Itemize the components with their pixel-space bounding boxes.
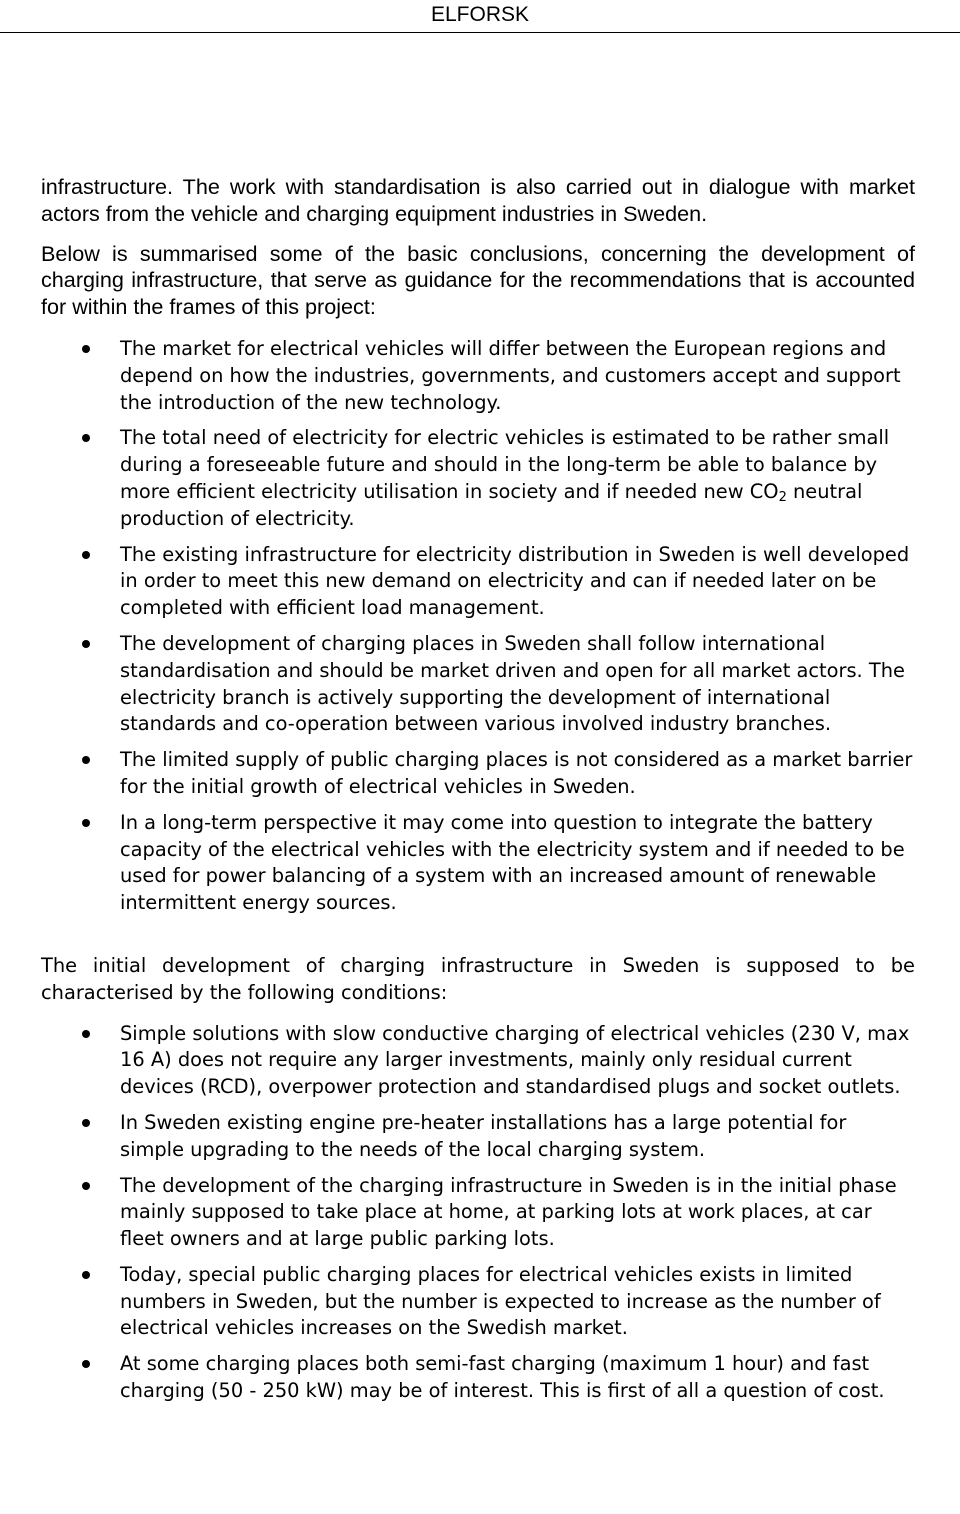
list-item [41, 1262, 915, 1342]
list-item-text: The development of charging places in Sweden shall follow international standardisation and should be market driven and open for all market actors. The electricity branch is actively supporting the development of international standards and co-operation between various involved industry branches. [120, 631, 905, 736]
bullet-icon [82, 345, 90, 353]
list-item [41, 542, 915, 622]
list-item [41, 336, 915, 416]
list-item [41, 1351, 915, 1405]
bullet-icon [82, 640, 90, 648]
bullet-icon [82, 551, 90, 559]
bullet-icon [82, 1030, 90, 1038]
list-item-text: The existing infrastructure for electricity distribution in Sweden is well developed in order to meet this new demand on electricity and can if needed later on be completed with efficient load management. [120, 542, 910, 620]
bullet-icon [82, 1271, 90, 1279]
list-item [41, 1110, 915, 1164]
list-item-text: The total need of electricity for electric vehicles is estimated to be rather small during a foreseeable future and should in the long-term be able to balance by more efficient electricity utilisation in society and if needed new $CO_2$ neutral production of electricity. [120, 426, 890, 530]
list-item [41, 747, 915, 801]
bullet-icon [82, 1360, 90, 1368]
list-item [41, 1021, 915, 1101]
list-item [41, 1173, 915, 1253]
bullet-icon [82, 1119, 90, 1127]
conditions-list [41, 1021, 915, 1405]
list-item-text: The market for electrical vehicles will differ between the European regions and depend on how the industries, governments, and customers accept and support the introduction of the new technology. [120, 336, 901, 414]
paragraph-initial-development: The initial development of charging infrastructure in Sweden is supposed to be characterised by the following conditions: [41, 953, 915, 1004]
header-title: ELFORSK [430, 3, 530, 26]
list-item-text: At some charging places both semi-fast charging (maximum 1 hour) and fast charging (50 - 250 kW) may be of interest. This is first of all a question of cost. [120, 1352, 885, 1403]
bullet-icon [82, 756, 90, 764]
document-body [41, 174, 915, 1414]
list-item [41, 631, 915, 738]
bullet-icon [82, 1182, 90, 1190]
conclusions-list [41, 336, 915, 917]
paragraph-intro: infrastructure. The work with standardisation is also carried out in dialogue with market actors from the vehicle and charging equipment industries in Sweden. [41, 174, 915, 226]
paragraph-conclusions: Below is summarised some of the basic conclusions, concerning the development of charging infrastructure, that serve as guidance for the recommendations that is accounted for within the frames of this project: [41, 240, 915, 320]
list-item-text: In a long-term perspective it may come into question to integrate the battery capacity of the electrical vehicles with the electricity system and if needed to be used for power balancing of a system with an increased amount of renewable intermittent energy sources. [120, 810, 905, 915]
list-item-text: The development of the charging infrastructure in Sweden is in the initial phase mainly supposed to take place at home, at parking lots at work places, at car fleet owners and at large public parking lots. [120, 1173, 897, 1251]
list-item [41, 425, 915, 532]
bullet-icon [82, 434, 90, 442]
list-item-text: The limited supply of public charging places is not considered as a market barrier for the initial growth of electrical vehicles in Sweden. [120, 748, 913, 798]
list-item-text: Today, special public charging places for electrical vehicles exists in limited numbers in Sweden, but the number is expected to increase as the number of electrical vehicles increases on the Swedish market. [120, 1262, 881, 1340]
list-item [41, 810, 915, 917]
page-header [0, 0, 960, 33]
list-item-text: In Sweden existing engine pre-heater installations has a large potential for simple upgrading to the needs of the local charging system. [120, 1110, 847, 1161]
list-item-text: Simple solutions with slow conductive charging of electrical vehicles (230 V, max 16 A) does not require any larger investments, mainly only residual current devices (RCD), overpower protection and standardised plugs and socket outlets. [120, 1021, 910, 1099]
bullet-icon [82, 819, 90, 827]
